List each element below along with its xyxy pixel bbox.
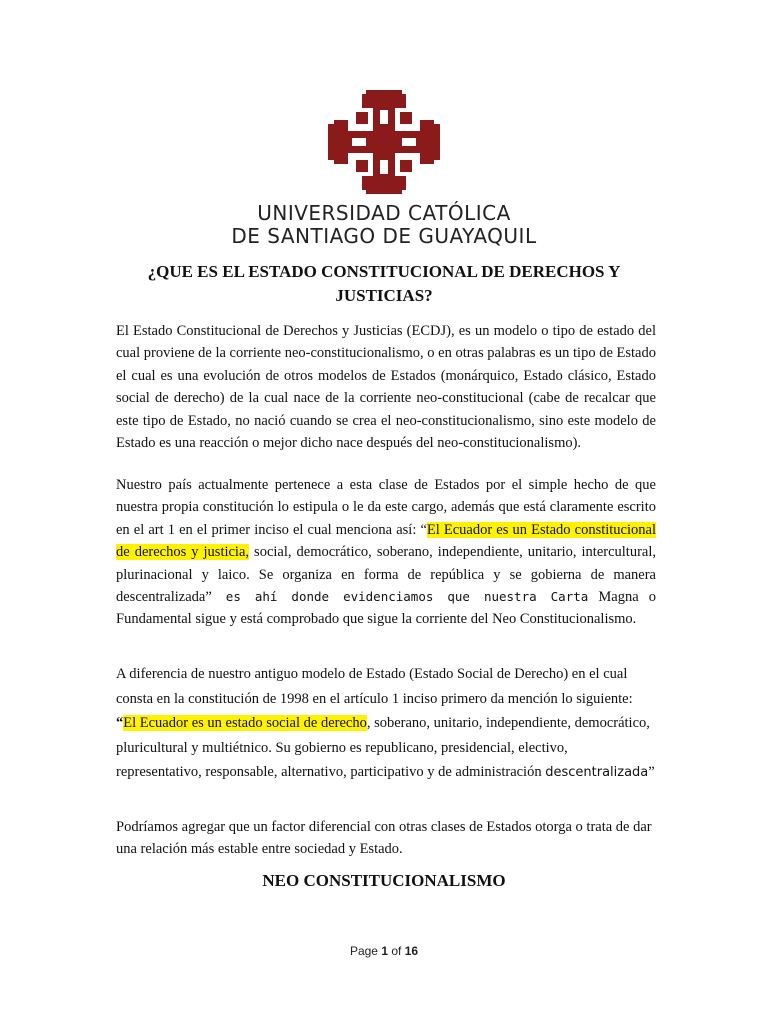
university-name-line1: UNIVERSIDAD CATÓLICA: [257, 201, 511, 225]
section-heading: NEO CONSTITUCIONALISMO: [262, 871, 506, 890]
page-footer: [0, 944, 768, 958]
paragraph-3-open-quote: “: [116, 715, 124, 731]
title-line2: JUSTICIAS?: [335, 286, 433, 305]
paragraph-3: [116, 662, 656, 786]
paragraph-2-mono-text: es ahí donde evidenciamos que nuestra Carta: [211, 589, 589, 605]
highlighted-quote-constitution-1998: El Ecuador es un estado social de derecho: [123, 715, 367, 731]
cross-logo-icon: [328, 90, 440, 194]
paragraph-1: El Estado Constitucional de Derechos y Justicias (ECDJ), es un modelo o tipo de estado del cual proviene de la corriente neo-constitucionalismo, o en otras palabras es un tipo de Estado el cual es una evolución de otros modelos de Estados (monárquico, Estado clásico, Estado social de derecho) de la cual nace de la corriente neo-constitucional (cabe de recalcar que este tipo de Estado, no nació cuando se crea el neo-constitucionalismo, sino este modelo de Estado es una reacción o mejor dicho nace después del neo-constitucionalismo).: [116, 323, 656, 452]
footer-total-pages: 16: [404, 944, 419, 958]
title-line1: ¿QUE ES EL ESTADO CONSTITUCIONAL DE DERECHOS Y: [147, 262, 621, 281]
paragraph-2-text-b: social, democrático, soberano, independiente, unitario, intercultural, plurinacional y laico. Se organiza en forma de república y se gobierna de manera descentralizada”: [116, 544, 657, 606]
paragraph-2: [116, 474, 656, 631]
footer-of-label: of: [391, 944, 402, 958]
paragraph-3-text-b: , soberano, unitario, independiente, democrático, pluricultural y multiétnico. Su gobierno es republicano, presidencial, electivo, representativo, responsable, alternativo, participativo y de administración: [116, 715, 650, 780]
paragraph-2-text-a: Nuestro país actualmente pertenece a esta clase de Estados por el simple hecho de que nuestra propia constitución lo estipula o le da este cargo, además que está claramente escrito en el art 1 en el primer inciso el cual menciona así: “: [116, 477, 656, 538]
paragraph-2-text-c: Magna o Fundamental sigue y está comprobado que sigue la corriente del Neo Constitucionalismo.: [116, 589, 657, 628]
footer-current-page: 1: [381, 944, 388, 958]
university-name-line2: DE SANTIAGO DE GUAYAQUIL: [231, 224, 537, 248]
highlighted-quote-constitution-2008: El Ecuador es un Estado constitucional de derechos y justicia,: [116, 521, 656, 561]
university-logo: [0, 90, 768, 199]
document-title: [90, 260, 678, 308]
paragraph-3-text-c: ”: [648, 764, 655, 780]
paragraph-3-sans-text: descentralizada: [545, 765, 649, 780]
footer-page-label: Page: [349, 944, 378, 958]
paragraph-4: Podríamos agregar que un factor diferencial con otras clases de Estados otorga o trata de dar una relación más estable entre sociedad y Estado.: [116, 819, 652, 857]
paragraph-3-text-a: A diferencia de nuestro antiguo modelo de Estado (Estado Social de Derecho) en el cual consta en la constitución de 1998 en el artículo 1 inciso primero da mención lo siguiente:: [116, 666, 633, 707]
